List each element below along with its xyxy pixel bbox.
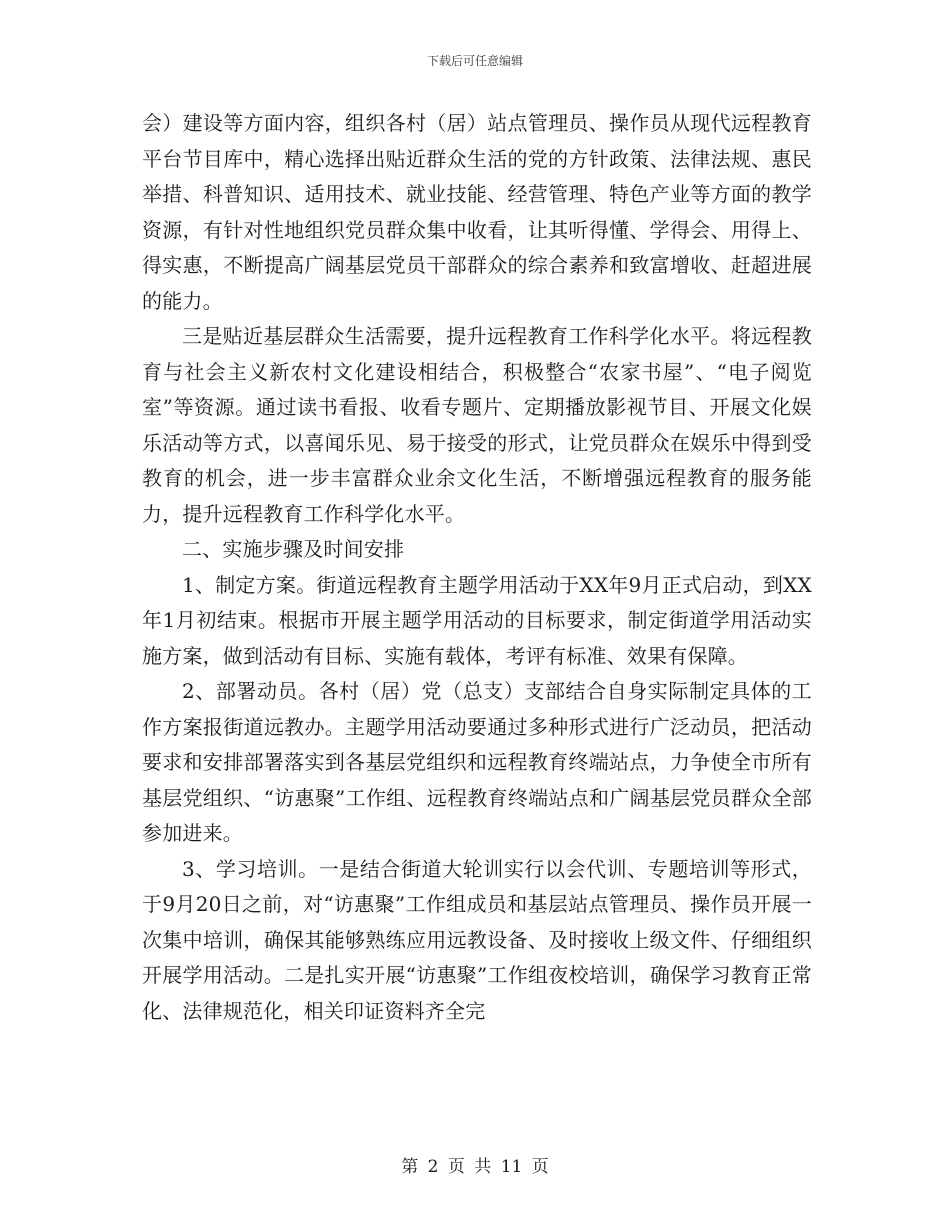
footer-label-gong: 共 — [474, 1157, 492, 1177]
footer-label-di: 第 — [401, 1157, 419, 1177]
header-note: 下载后可任意编辑 — [426, 54, 523, 68]
paragraph-step-3: 3、学习培训。一是结合街道大轮训实行以会代训、专题培训等形式，于9月20日之前，对“访惠聚”工作组成员和基层站点管理员、操作员开展一次集中培训，确保其能够熟练应用远教设备、及时接收上级文件、仔细组织开展学用活动。二是扎实开展“访惠聚”工作组夜校培训，确保学习教育正常化、法律规范化，相关印证资料齐全完 — [142, 856, 812, 1023]
footer-label-ye: 页 — [447, 1157, 465, 1177]
footer-current-page: 2 — [427, 1157, 439, 1177]
paragraph-continuation: 会）建设等方面内容，组织各村（居）站点管理员、操作员从现代远程教育平台节目库中，精心选择出贴近群众生活的党的方针政策、法律法规、惠民举措、科普知识、适用技术、就业技能、经营管理、特色产业等方面的教学资源，有针对性地组织党员群众集中收看，让其听得懂、学得会、用得上、得实惠，不断提高广阔基层党员干部群众的综合素养和致富增收、赶超进展的能力。 — [142, 111, 812, 313]
paragraph-point-three: 三是贴近基层群众生活需要，提升远程教育工作科学化水平。将远程教育与社会主义新农村文化建设相结合，积极整合“农家书屋”、“电子阅览室”等资源。通过读书看报、收看专题片、定期播放影视节目、开展文化娱乐活动等方式，以喜闻乐见、易于接受的形式，让党员群众在娱乐中得到受教育的机会，进一步丰富群众业余文化生活，不断增强远程教育的服务能力，提升远程教育工作科学化水平。 — [142, 324, 812, 526]
page-footer — [0, 1156, 950, 1178]
page-header — [0, 53, 950, 69]
footer-total-pages: 11 — [500, 1157, 523, 1177]
document-body — [142, 106, 812, 1029]
paragraph-step-2: 2、部署动员。各村（居）党（总支）支部结合自身实际制定具体的工作方案报街道远教办。主题学用活动要通过多种形式进行广泛动员，把活动要求和安排部署落实到各基层党组织和远程教育终端站点，力争使全市所有基层党组织、“访惠聚”工作组、远程教育终端站点和广阔基层党员群众全部参加进来。 — [142, 679, 812, 845]
paragraph-step-1: 1、制定方案。街道远程教育主题学用活动于XX年9月正式启动，到XX年1月初结束。根据市开展主题学用活动的目标要求，制定街道学用活动实施方案，做到活动有目标、实施有载体，考评有标准、效果有保障。 — [142, 572, 812, 668]
footer-label-ye2: 页 — [531, 1157, 549, 1177]
section-heading: 二、实施步骤及时间安排 — [182, 537, 405, 561]
